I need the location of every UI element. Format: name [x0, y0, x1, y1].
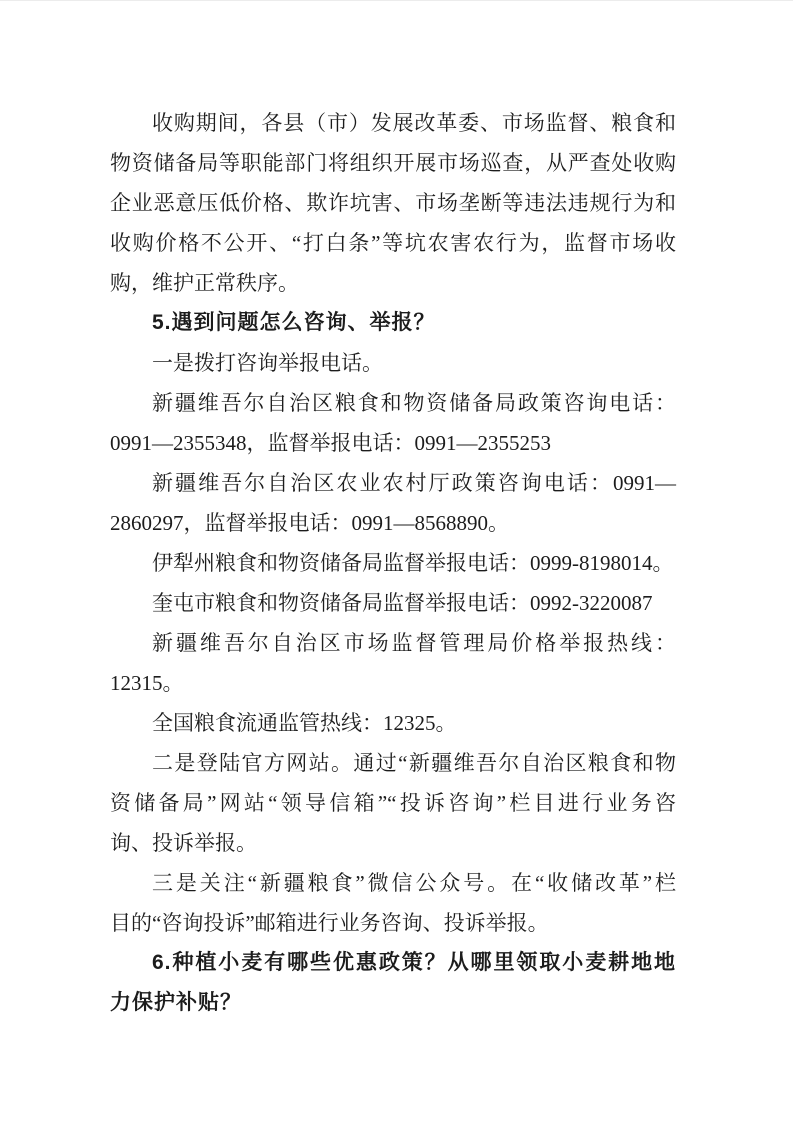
text-line: 收购期间，各县（市）发展改革委、市场监督、粮食和	[152, 111, 676, 135]
paragraph	[110, 743, 676, 863]
text-line: 新疆维吾尔自治区农业农村厅政策咨询电话：0991—	[152, 471, 676, 495]
section-heading	[110, 943, 676, 1023]
paragraph	[110, 343, 676, 383]
text-line: 0991—2355348，监督举报电话：0991—2355253	[110, 431, 551, 455]
text-line: 伊犁州粮食和物资储备局监督举报电话：0999-8198014。	[152, 551, 674, 575]
text-line: 三是关注“新疆粮食”微信公众号。在“收储改革”栏	[152, 871, 676, 895]
text-line: 二是登陆官方网站。通过“新疆维吾尔自治区粮食和物	[152, 751, 676, 775]
text-line: 目的“咨询投诉”邮箱进行业务咨询、投诉举报。	[110, 911, 549, 935]
text-line: 物资储备局等职能部门将组织开展市场巡查，从严查处收购	[110, 151, 676, 175]
text-line: 收购价格不公开、“打白条”等坑农害农行为，监督市场收	[110, 231, 676, 255]
text-line: 12315。	[110, 671, 184, 695]
text-line: 2860297，监督举报电话：0991—8568890。	[110, 511, 509, 535]
text-line: 5.遇到问题怎么咨询、举报？	[152, 311, 436, 334]
text-line: 力保护补贴？	[110, 991, 242, 1014]
text-line: 新疆维吾尔自治区粮食和物资储备局政策咨询电话：	[152, 391, 676, 415]
text-line: 全国粮食流通监管热线：12325。	[152, 711, 457, 735]
paragraph	[110, 863, 676, 943]
text-line: 企业恶意压低价格、欺诈坑害、市场垄断等违法违规行为和	[110, 191, 676, 215]
text-line: 询、投诉举报。	[110, 831, 257, 855]
paragraph	[110, 543, 676, 583]
text-line: 购，维护正常秩序。	[110, 271, 299, 295]
section-heading	[110, 303, 676, 343]
text-line: 奎屯市粮食和物资储备局监督举报电话：0992-3220087	[152, 591, 653, 615]
text-line: 资储备局”网站“领导信箱”“投诉咨询”栏目进行业务咨	[110, 791, 676, 815]
text-line: 6.种植小麦有哪些优惠政策？从哪里领取小麦耕地地	[152, 951, 676, 974]
paragraph	[110, 103, 676, 303]
paragraph	[110, 703, 676, 743]
paragraph	[110, 463, 676, 543]
text-line: 新疆维吾尔自治区市场监督管理局价格举报热线：	[152, 631, 676, 655]
document-text	[110, 103, 676, 1023]
text-line: 一是拨打咨询举报电话。	[152, 351, 383, 375]
paragraph	[110, 583, 676, 623]
paragraph	[110, 623, 676, 703]
paragraph	[110, 383, 676, 463]
